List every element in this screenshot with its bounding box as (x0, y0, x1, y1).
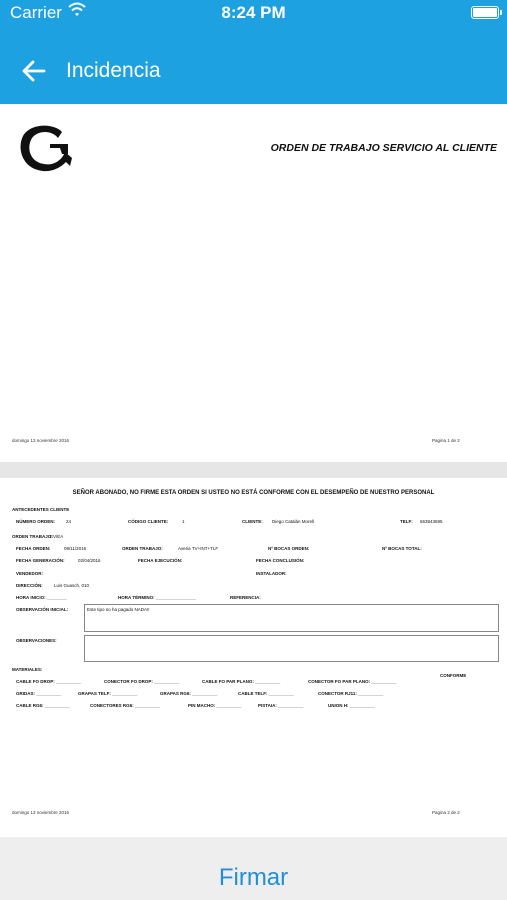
label-codigo-cliente: CÓDIGO CLIENTE: (128, 519, 169, 524)
label-fecha-ejecucion: FECHA EJECUCIÓN: (138, 558, 183, 563)
value-codigo-cliente: 1 (182, 519, 185, 524)
material-item: CONECTOR FO PAR PLANO: __________ (308, 679, 397, 684)
label-direccion: DIRECCIÓN: (16, 583, 43, 588)
document-page-2[interactable] (0, 478, 507, 837)
page-indicator: Pagina 2 de 2 (432, 810, 460, 815)
material-item: CABLE FO PAR PLANO: __________ (202, 679, 281, 684)
page-title: Incidencia (66, 59, 161, 82)
value-fecha-orden: 09/11/2016 (64, 546, 87, 551)
section-materiales: MATERIALES: (12, 667, 43, 672)
value-cliente: Diego Catalán Morell (272, 519, 315, 524)
label-observaciones: OBSERVACIONES: (16, 638, 57, 643)
label-fecha-generacion: FECHA GENERACIÓN: (16, 558, 65, 563)
label-fecha-orden: FECHA ORDEN: (16, 546, 51, 551)
label-vendedor: VENDEDOR: (16, 571, 44, 576)
material-item: CABLE FO DROP: __________ (16, 679, 82, 684)
footer-date: domingo 13 noviembre 2016 (12, 810, 70, 815)
value-numero-orden: 24 (66, 519, 72, 524)
material-item: CONECTORES RG6: __________ (90, 703, 160, 708)
value-telf: 663843695 (420, 519, 443, 524)
material-item: CONECTOR FO DROP: __________ (104, 679, 180, 684)
label-fecha-conclusion: FECHA CONCLUSIÓN: (256, 558, 305, 563)
observacion-inicial-box (84, 604, 499, 632)
label-instalador: INSTALADOR: (256, 571, 287, 576)
value-fecha-generacion: 02/04/2016 (78, 558, 101, 563)
sign-button[interactable]: Firmar (0, 837, 507, 900)
label-bocas-orden: Nº BOCAS ORDEN: (268, 546, 310, 551)
page-indicator: Pagina 1 de 2 (432, 438, 460, 443)
material-item: PIN MACHO: __________ (188, 703, 242, 708)
label-observacion-inicial: OBSERVACIÓN INICIAL: (16, 607, 69, 612)
material-item: UNION H: __________ (328, 703, 375, 708)
label-telf: TELF: (400, 519, 413, 524)
company-logo (16, 122, 74, 176)
material-item: PISTAIA: __________ (258, 703, 304, 708)
material-item: GRAPAS TELF: __________ (78, 691, 138, 696)
bottom-toolbar (0, 837, 507, 900)
footer-date: domingo 13 noviembre 2016 (12, 438, 70, 443)
observaciones-box (84, 635, 499, 662)
material-item: CONECTOR RJ11: __________ (318, 691, 384, 696)
document-title: ORDEN DE TRABAJO SERVICIO AL CLIENTE (270, 142, 497, 154)
label-numero-orden: NÚMERO ORDEN: (16, 519, 55, 524)
label-bocas-total: Nº BOCAS TOTAL: (382, 546, 422, 551)
value-orden-trabajo: Averia TV+INT+TLF (178, 546, 219, 551)
value-direccion: Luis Guasch, 010 (54, 583, 90, 588)
label-conforme: CONFORME (440, 673, 467, 678)
back-arrow-icon[interactable] (20, 57, 48, 85)
label-hora-termino: HORA TÉRMINO: ________________ (118, 595, 196, 600)
section-orden-trabajo: ORDEN TRABAJO (12, 534, 52, 539)
value-orden-trabajo-code: EV/EA (50, 534, 64, 539)
label-orden-trabajo: ORDEN TRABAJO: (122, 546, 163, 551)
value-observacion-inicial: Este tipo no ha pagado NADA!! (87, 607, 150, 612)
header-bar (0, 0, 507, 104)
material-item: GRAPAS RG6: __________ (160, 691, 218, 696)
document-page-1[interactable] (0, 104, 507, 462)
status-bar (0, 0, 507, 28)
warning-text: SEÑOR ABONADO, NO FIRME ESTA ORDEN SI USTEO NO ESTÁ CONFORME CON EL DESEMPEÑO DE NUESTRO PERSONAL (72, 490, 435, 496)
clock: 8:24 PM (221, 3, 286, 22)
material-item: CABLE RG6: __________ (16, 703, 70, 708)
section-antecedentes: ANTECEDENTES CLIENTE (12, 507, 70, 512)
material-item: GRIDAS: __________ (16, 691, 62, 696)
material-item: CABLE TELF: __________ (238, 691, 294, 696)
label-cliente: CLIENTE: (242, 519, 263, 524)
battery-icon (471, 6, 499, 19)
label-referencia: REFERENCIA: (230, 595, 261, 600)
carrier-label: Carrier (10, 3, 62, 22)
navigation-bar (0, 44, 507, 100)
label-hora-inicio: HORA INICIO: ________ (16, 595, 67, 600)
